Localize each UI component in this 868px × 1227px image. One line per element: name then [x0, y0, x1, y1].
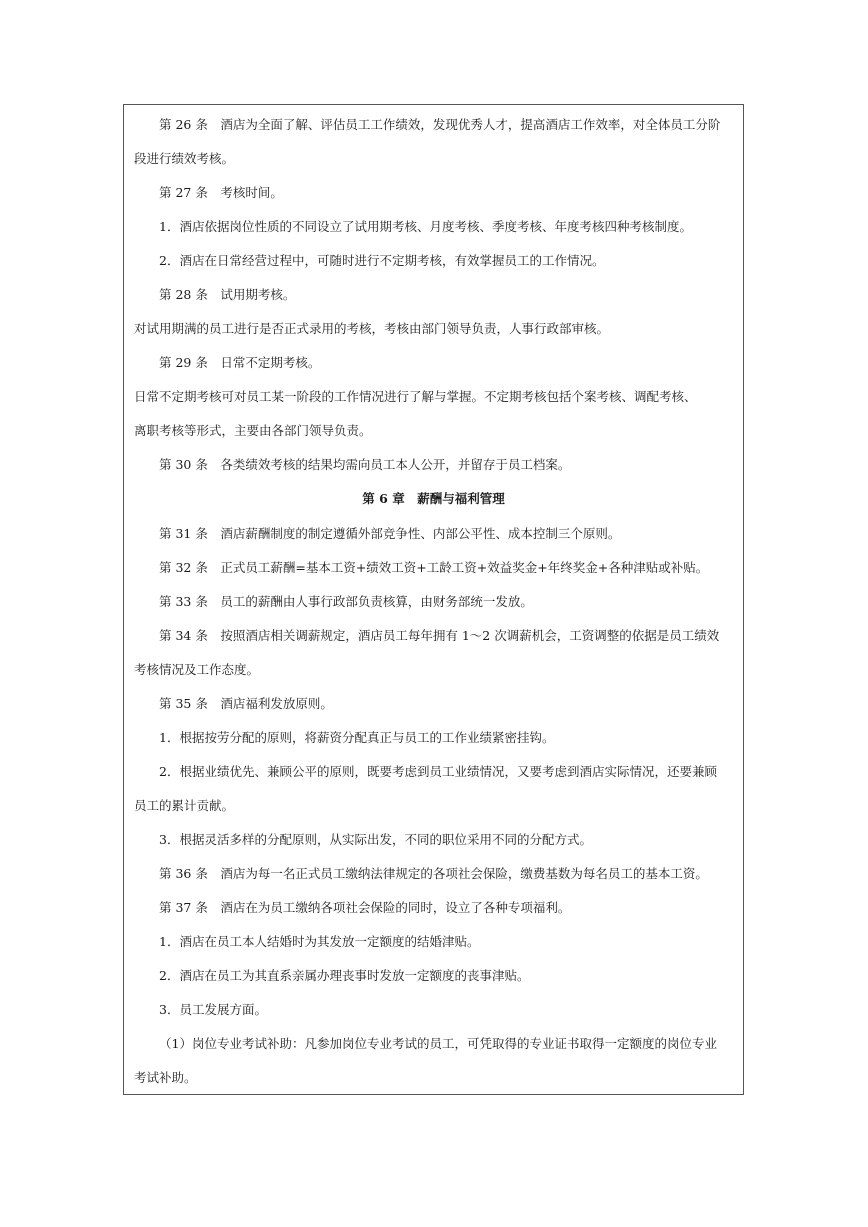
paragraph-line: 第 37 条 酒店在为员工缴纳各项社会保险的同时，设立了各种专项福利。 — [159, 900, 571, 915]
paragraph-line: 员工的累计贡献。 — [134, 798, 235, 813]
document-frame — [123, 104, 744, 1095]
paragraph-line: 1．酒店依据岗位性质的不同设立了试用期考核、月度考核、季度考核、年度考核四种考核制度。 — [159, 219, 692, 234]
paragraph-line: 1．酒店在员工本人结婚时为其发放一定额度的结婚津贴。 — [159, 934, 480, 949]
paragraph-line: 第 31 条 酒店薪酬制度的制定遵循外部竞争性、内部公平性、成本控制三个原则。 — [159, 526, 621, 541]
paragraph-line: 离职考核等形式，主要由各部门领导负责。 — [134, 423, 372, 438]
paragraph-line: 考试补助。 — [134, 1070, 197, 1085]
paragraph-line: 3．员工发展方面。 — [159, 1002, 267, 1017]
paragraph-line: 第 27 条 考核时间。 — [159, 185, 283, 200]
paragraph-line: 3．根据灵活多样的分配原则，从实际出发，不同的职位采用不同的分配方式。 — [159, 832, 592, 847]
paragraph-line: 2．根据业绩优先、兼顾公平的原则，既要考虑到员工业绩情况，又要考虑到酒店实际情况，还要兼顾 — [159, 764, 717, 779]
paragraph-line: 1．根据按劳分配的原则，将薪资分配真正与员工的工作业绩紧密挂钩。 — [159, 730, 555, 745]
paragraph-line: 第 36 条 酒店为每一名正式员工缴纳法律规定的各项社会保险，缴费基数为每名员工的基本工资。 — [159, 866, 708, 881]
paragraph-line: 2．酒店在日常经营过程中，可随时进行不定期考核，有效掌握员工的工作情况。 — [159, 253, 605, 268]
paragraph-line: 第 28 条 试用期考核。 — [159, 287, 296, 302]
paragraph-line: 第 33 条 员工的薪酬由人事行政部负责核算，由财务部统一发放。 — [159, 594, 533, 609]
paragraph-line: 2．酒店在员工为其直系亲属办理丧事时发放一定额度的丧事津贴。 — [159, 968, 530, 983]
paragraph-line: 第 32 条 正式员工薪酬=基本工资+绩效工资+工龄工资+效益奖金+年终奖金+各种津贴或补贴。 — [159, 560, 709, 575]
paragraph-line: 段进行绩效考核。 — [134, 151, 235, 166]
paragraph-line: 第 26 条 酒店为全面了解、评估员工工作绩效，发现优秀人才，提高酒店工作效率，对全体员工分阶 — [159, 117, 721, 132]
paragraph-line: 第 30 条 各类绩效考核的结果均需向员工本人公开，并留存于员工档案。 — [159, 457, 571, 472]
paragraph-line: （1）岗位专业考试补助：凡参加岗位专业考试的员工，可凭取得的专业证书取得一定额度的岗位专业 — [159, 1036, 717, 1051]
paragraph-line: 考核情况及工作态度。 — [134, 662, 260, 677]
paragraph-line: 第 35 条 酒店福利发放原则。 — [159, 696, 333, 711]
paragraph-line: 日常不定期考核可对员工某一阶段的工作情况进行了解与掌握。不定期考核包括个案考核、调配考核、 — [134, 389, 697, 404]
paragraph-line: 对试用期满的员工进行是否正式录用的考核，考核由部门领导负责，人事行政部审核。 — [134, 321, 610, 336]
paragraph-line: 第 29 条 日常不定期考核。 — [159, 355, 321, 370]
paragraph-line: 第 34 条 按照酒店相关调薪规定，酒店员工每年拥有 1～2 次调薪机会，工资调整的依据是员工绩效 — [159, 628, 720, 643]
chapter-heading: 第 6 章 薪酬与福利管理 — [362, 491, 505, 506]
